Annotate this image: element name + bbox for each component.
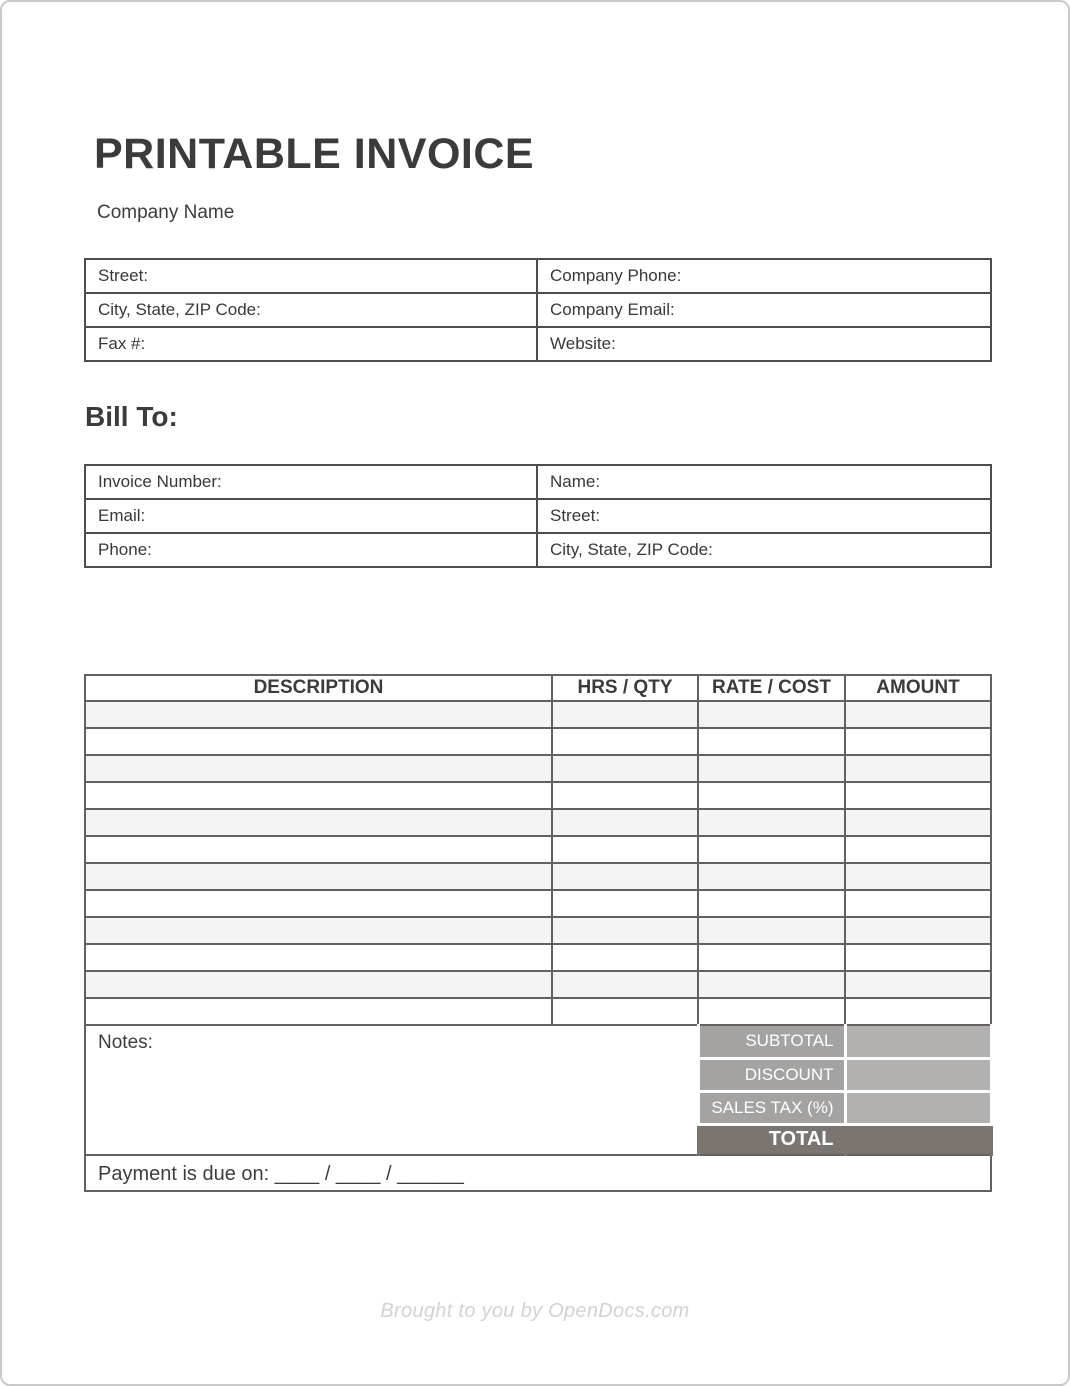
line-item-cell (85, 701, 552, 728)
line-items-body (85, 701, 991, 1025)
field-city-state-zip: City, State, ZIP Code: (85, 293, 537, 327)
line-item-cell (698, 944, 845, 971)
line-item-cell (845, 890, 991, 917)
column-header-hrs-qty: HRS / QTY (552, 675, 698, 701)
line-item-cell (85, 755, 552, 782)
subtotal-label: SUBTOTAL (698, 1025, 845, 1058)
discount-label: DISCOUNT (698, 1058, 845, 1091)
line-item-cell (552, 998, 698, 1025)
line-item-cell (845, 836, 991, 863)
total-value (845, 1124, 991, 1155)
line-item-cell (85, 971, 552, 998)
line-item-cell (698, 971, 845, 998)
line-item-cell (552, 782, 698, 809)
line-item-cell (552, 944, 698, 971)
line-item-cell (552, 836, 698, 863)
line-item-cell (85, 809, 552, 836)
column-header-description: DESCRIPTION (85, 675, 552, 701)
line-item-cell (698, 755, 845, 782)
field-fax: Fax #: (85, 327, 537, 361)
field-street: Street: (85, 259, 537, 293)
line-item-row (85, 890, 991, 917)
summary-section (85, 1025, 991, 1191)
line-item-cell (552, 701, 698, 728)
line-item-cell (845, 755, 991, 782)
field-website: Website: (537, 327, 991, 361)
bill-to-row (85, 533, 991, 567)
line-item-cell (552, 971, 698, 998)
line-item-cell (85, 917, 552, 944)
line-item-cell (698, 998, 845, 1025)
line-item-row (85, 917, 991, 944)
payment-due-row (85, 1155, 991, 1191)
total-label: TOTAL (698, 1124, 845, 1155)
line-item-cell (552, 728, 698, 755)
line-item-cell (698, 863, 845, 890)
field-client-name: Name: (537, 465, 991, 499)
line-item-row (85, 755, 991, 782)
bill-to-table (84, 464, 992, 568)
line-item-cell (85, 998, 552, 1025)
line-item-row (85, 944, 991, 971)
line-item-row (85, 728, 991, 755)
line-item-cell (845, 944, 991, 971)
line-item-cell (552, 863, 698, 890)
field-client-phone: Phone: (85, 533, 537, 567)
line-item-cell (845, 863, 991, 890)
line-items-table (84, 674, 993, 1192)
line-item-cell (552, 890, 698, 917)
page-title: PRINTABLE INVOICE (94, 130, 535, 178)
sales-tax-value (845, 1091, 991, 1124)
line-item-cell (85, 944, 552, 971)
line-item-cell (845, 701, 991, 728)
summary-row-subtotal (85, 1025, 991, 1058)
line-item-cell (845, 782, 991, 809)
subtotal-value (845, 1025, 991, 1058)
bill-to-row (85, 465, 991, 499)
line-item-cell (698, 809, 845, 836)
field-invoice-number: Invoice Number: (85, 465, 537, 499)
company-name: Company Name (97, 202, 235, 223)
line-item-cell (85, 782, 552, 809)
field-company-phone: Company Phone: (537, 259, 991, 293)
line-item-row (85, 971, 991, 998)
payment-due-line: Payment is due on: ____ / ____ / ______ (85, 1155, 991, 1191)
line-item-row (85, 809, 991, 836)
line-item-cell (845, 809, 991, 836)
footer-credit: Brought to you by OpenDocs.com (380, 1300, 690, 1322)
field-client-city-state-zip: City, State, ZIP Code: (537, 533, 991, 567)
line-item-cell (845, 971, 991, 998)
bill-to-row (85, 499, 991, 533)
line-item-cell (698, 701, 845, 728)
column-header-amount: AMOUNT (845, 675, 991, 701)
line-item-cell (845, 998, 991, 1025)
discount-value (845, 1058, 991, 1091)
field-company-email: Company Email: (537, 293, 991, 327)
line-item-cell (698, 917, 845, 944)
bill-to-heading: Bill To: (85, 401, 178, 432)
company-info-row (85, 259, 991, 293)
company-info-table (84, 258, 992, 362)
line-item-row (85, 863, 991, 890)
line-item-row (85, 782, 991, 809)
notes-cell (85, 1025, 698, 1155)
line-item-cell (698, 728, 845, 755)
sales-tax-label: SALES TAX (%) (698, 1091, 845, 1124)
company-info-row (85, 293, 991, 327)
line-item-cell (552, 755, 698, 782)
column-header-rate-cost: RATE / COST (698, 675, 845, 701)
line-item-row (85, 836, 991, 863)
line-item-cell (85, 890, 552, 917)
line-item-cell (698, 890, 845, 917)
line-item-cell (552, 809, 698, 836)
line-item-cell (845, 728, 991, 755)
line-item-cell (85, 728, 552, 755)
line-item-cell (845, 917, 991, 944)
line-item-cell (85, 863, 552, 890)
line-items-header-row (85, 675, 991, 701)
line-item-row (85, 998, 991, 1025)
field-client-email: Email: (85, 499, 537, 533)
line-item-row (85, 701, 991, 728)
line-item-cell (698, 836, 845, 863)
line-item-cell (85, 836, 552, 863)
line-item-cell (698, 782, 845, 809)
field-client-street: Street: (537, 499, 991, 533)
company-info-row (85, 327, 991, 361)
line-item-cell (552, 917, 698, 944)
notes-label: Notes: (98, 1032, 153, 1053)
